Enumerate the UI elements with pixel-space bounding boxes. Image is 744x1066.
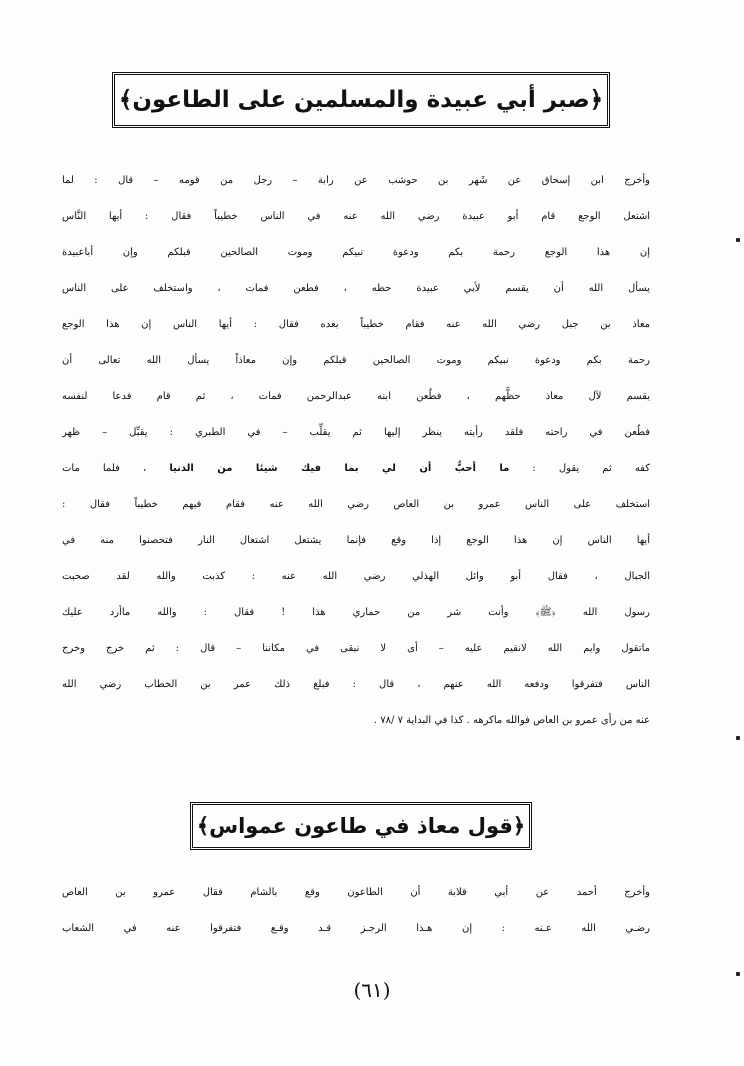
- text-line: أيها الناس إن هذا الوجع إذا وقع فإنما يشتعل اشتعال النار فتحصنوا منه في: [62, 535, 650, 546]
- text-line: الجبال ، فقال أبو وائل الهذلي رضي الله عنه : كذبت والله لقد صحبت: [62, 571, 650, 582]
- text-line: فطُعن في راحته فلقد رأيته ينظر إليها ثم يقلِّب – في الطبري : يقبِّل – ظهر: [62, 427, 650, 438]
- text-segment: كفه ثم يقول :: [509, 463, 650, 474]
- scan-speck: [736, 238, 740, 242]
- text-line: وأخرج ابن إسحاق عن شَهر بن حوشب عن رابة – رجل من قومه – قال : لما: [62, 175, 650, 186]
- scan-speck: [736, 972, 740, 976]
- section-heading: ﴿قول معاذ في طاعون عمواس﴾: [196, 814, 526, 838]
- section-heading-box: [112, 72, 610, 128]
- page-number: (٦١): [353, 978, 391, 1002]
- text-line: وأخرج أحمد عن أبي قلابة أن الطاعون وقع بالشام فقال عمرو بن العاص: [62, 887, 650, 898]
- text-line: يسأل الله أن يقسم لأبي عبيدة حظه ، فطعن فمات ، واستخلف على الناس: [62, 283, 650, 294]
- text-line: معاذ بن جبل رضي الله عنه فقام خطيباً بعده فقال : أيها الناس إن هذا الوجع: [62, 319, 650, 330]
- section-heading-box: [190, 802, 532, 850]
- section-heading: ﴿صبر أبي عبيدة والمسلمين على الطاعون﴾: [118, 87, 604, 113]
- text-line: رسول الله ﴿ﷺ﴾ وأنت شر من حماري هذا ! فقال : والله ماأرد عليك: [62, 607, 650, 618]
- text-line: استخلف على الناس عمرو بن العاص رضي الله عنه فقام فيهم خطيباً فقال :: [62, 499, 650, 510]
- text-line: اشتعل الوجع قام أبو عبيدة رضي الله عنه في الناس خطيباً فقال : أيها النَّاس: [62, 211, 650, 222]
- text-segment: ، فلما مات: [62, 463, 170, 474]
- scan-speck: [736, 736, 740, 740]
- text-line: إن هذا الوجع رحمة بكم ودعوة نبيكم وموت الصالحين قبلكم وإن أباعبيدة: [62, 247, 650, 258]
- text-line: ماتقول وايم الله لانقيم عليه – أى لا نبقى في مكاننا – قال : ثم خرج وخرج: [62, 643, 650, 654]
- text-line-with-quote: [62, 456, 650, 482]
- text-line: يقسم لآل معاذ حظَّهم ، فطُعن ابنه عبدالرحمن فمات ، ثم قام فدعا لنفسه: [62, 391, 650, 402]
- text-line: الناس فتفرقوا ودفعه الله عنهم ، قال : فبلغ ذلك عمر بن الخطاب رضي الله: [62, 679, 650, 690]
- text-line: رضـي الله عـنه : إن هـذا الرجـز قـد وقـع فتفرقوا عنه في الشعاب: [62, 923, 650, 934]
- text-line: رحمة بكم ودعوة نبيكم وموت الصالحين قبلكم وإن معاذاً يسأل الله تعالى أن: [62, 355, 650, 366]
- bold-quote: ما أحبُّ أن لي بما فيك شيئا من الدنيا: [169, 463, 510, 474]
- text-line: عنه من رأى عمرو بن العاص فوالله ماكرهه . كذا في البداية ٧ /٧٨ .: [373, 715, 650, 726]
